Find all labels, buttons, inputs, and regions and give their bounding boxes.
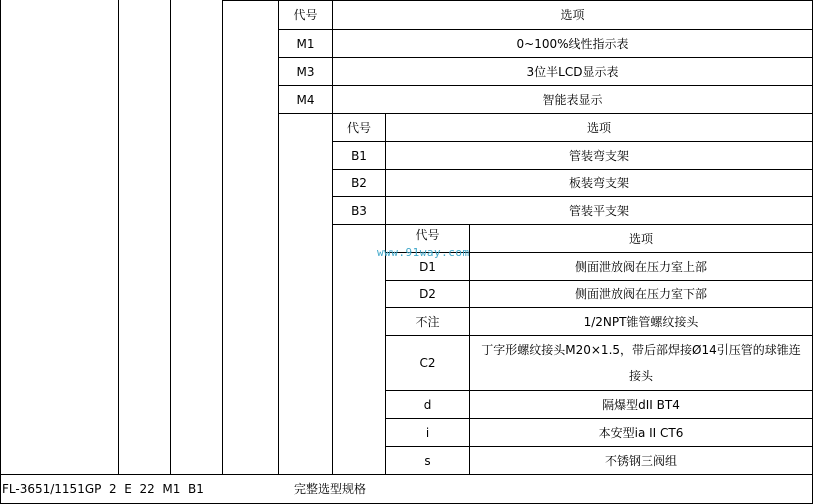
table3-header-option: 选项 xyxy=(628,231,653,246)
table3-row-option: 隔爆型dII BT4 xyxy=(602,397,680,412)
table1-header-code: 代号 xyxy=(293,8,318,22)
table3-row-option: 不锈钢三阀组 xyxy=(604,453,677,468)
table1-header-option: 选项 xyxy=(560,8,585,22)
table2-header-code: 代号 xyxy=(346,120,371,135)
table2-row-option: 板装弯支架 xyxy=(568,176,629,190)
footer-label: 完整选型规格 xyxy=(294,482,367,496)
table2-row-code: B1 xyxy=(351,148,367,163)
table2-row-option: 管装平支架 xyxy=(568,203,629,218)
table3-row-code: C2 xyxy=(419,356,436,370)
table3-row-code: i xyxy=(425,425,430,440)
table1-row-option: 3位半LCD显示表 xyxy=(526,64,619,79)
footer-model-code: FL-3651/1151GP 2 E 22 M1 B1 xyxy=(2,482,204,496)
table1-row-option: 智能表显示 xyxy=(542,92,603,107)
watermark: www.91way.com xyxy=(377,246,470,259)
table3-row-code: 不注 xyxy=(415,314,440,329)
table3-header-code: 代号 xyxy=(415,228,440,242)
table1-row-code: M3 xyxy=(296,64,315,79)
table2-row-code: B3 xyxy=(351,203,367,218)
table1-row-option: 0~100%线性指示表 xyxy=(516,36,629,51)
table2-row-option: 管装弯支架 xyxy=(568,148,629,163)
table3-row-option: 丁字形螺纹接头M20×1.5，带后部焊接Ø14引压管的球锥连接头 xyxy=(481,343,801,383)
table1-row-code: M4 xyxy=(296,92,315,107)
table3-row-code: D2 xyxy=(419,287,436,301)
table3-row-option: 本安型ia II CT6 xyxy=(598,425,684,440)
table2-row-code: B2 xyxy=(351,176,367,190)
table3-row-option: 1/2NPT锥管螺纹接头 xyxy=(583,314,699,329)
table3-row-code: d xyxy=(423,397,432,412)
table3-row-code: s xyxy=(424,453,431,468)
table2-header-option: 选项 xyxy=(586,120,611,135)
table1-row-code: M1 xyxy=(296,36,315,51)
table3-row-option: 侧面泄放阀在压力室上部 xyxy=(574,259,707,274)
table3-row-code: D1 xyxy=(419,259,436,274)
table3-row-option: 侧面泄放阀在压力室下部 xyxy=(574,287,707,301)
